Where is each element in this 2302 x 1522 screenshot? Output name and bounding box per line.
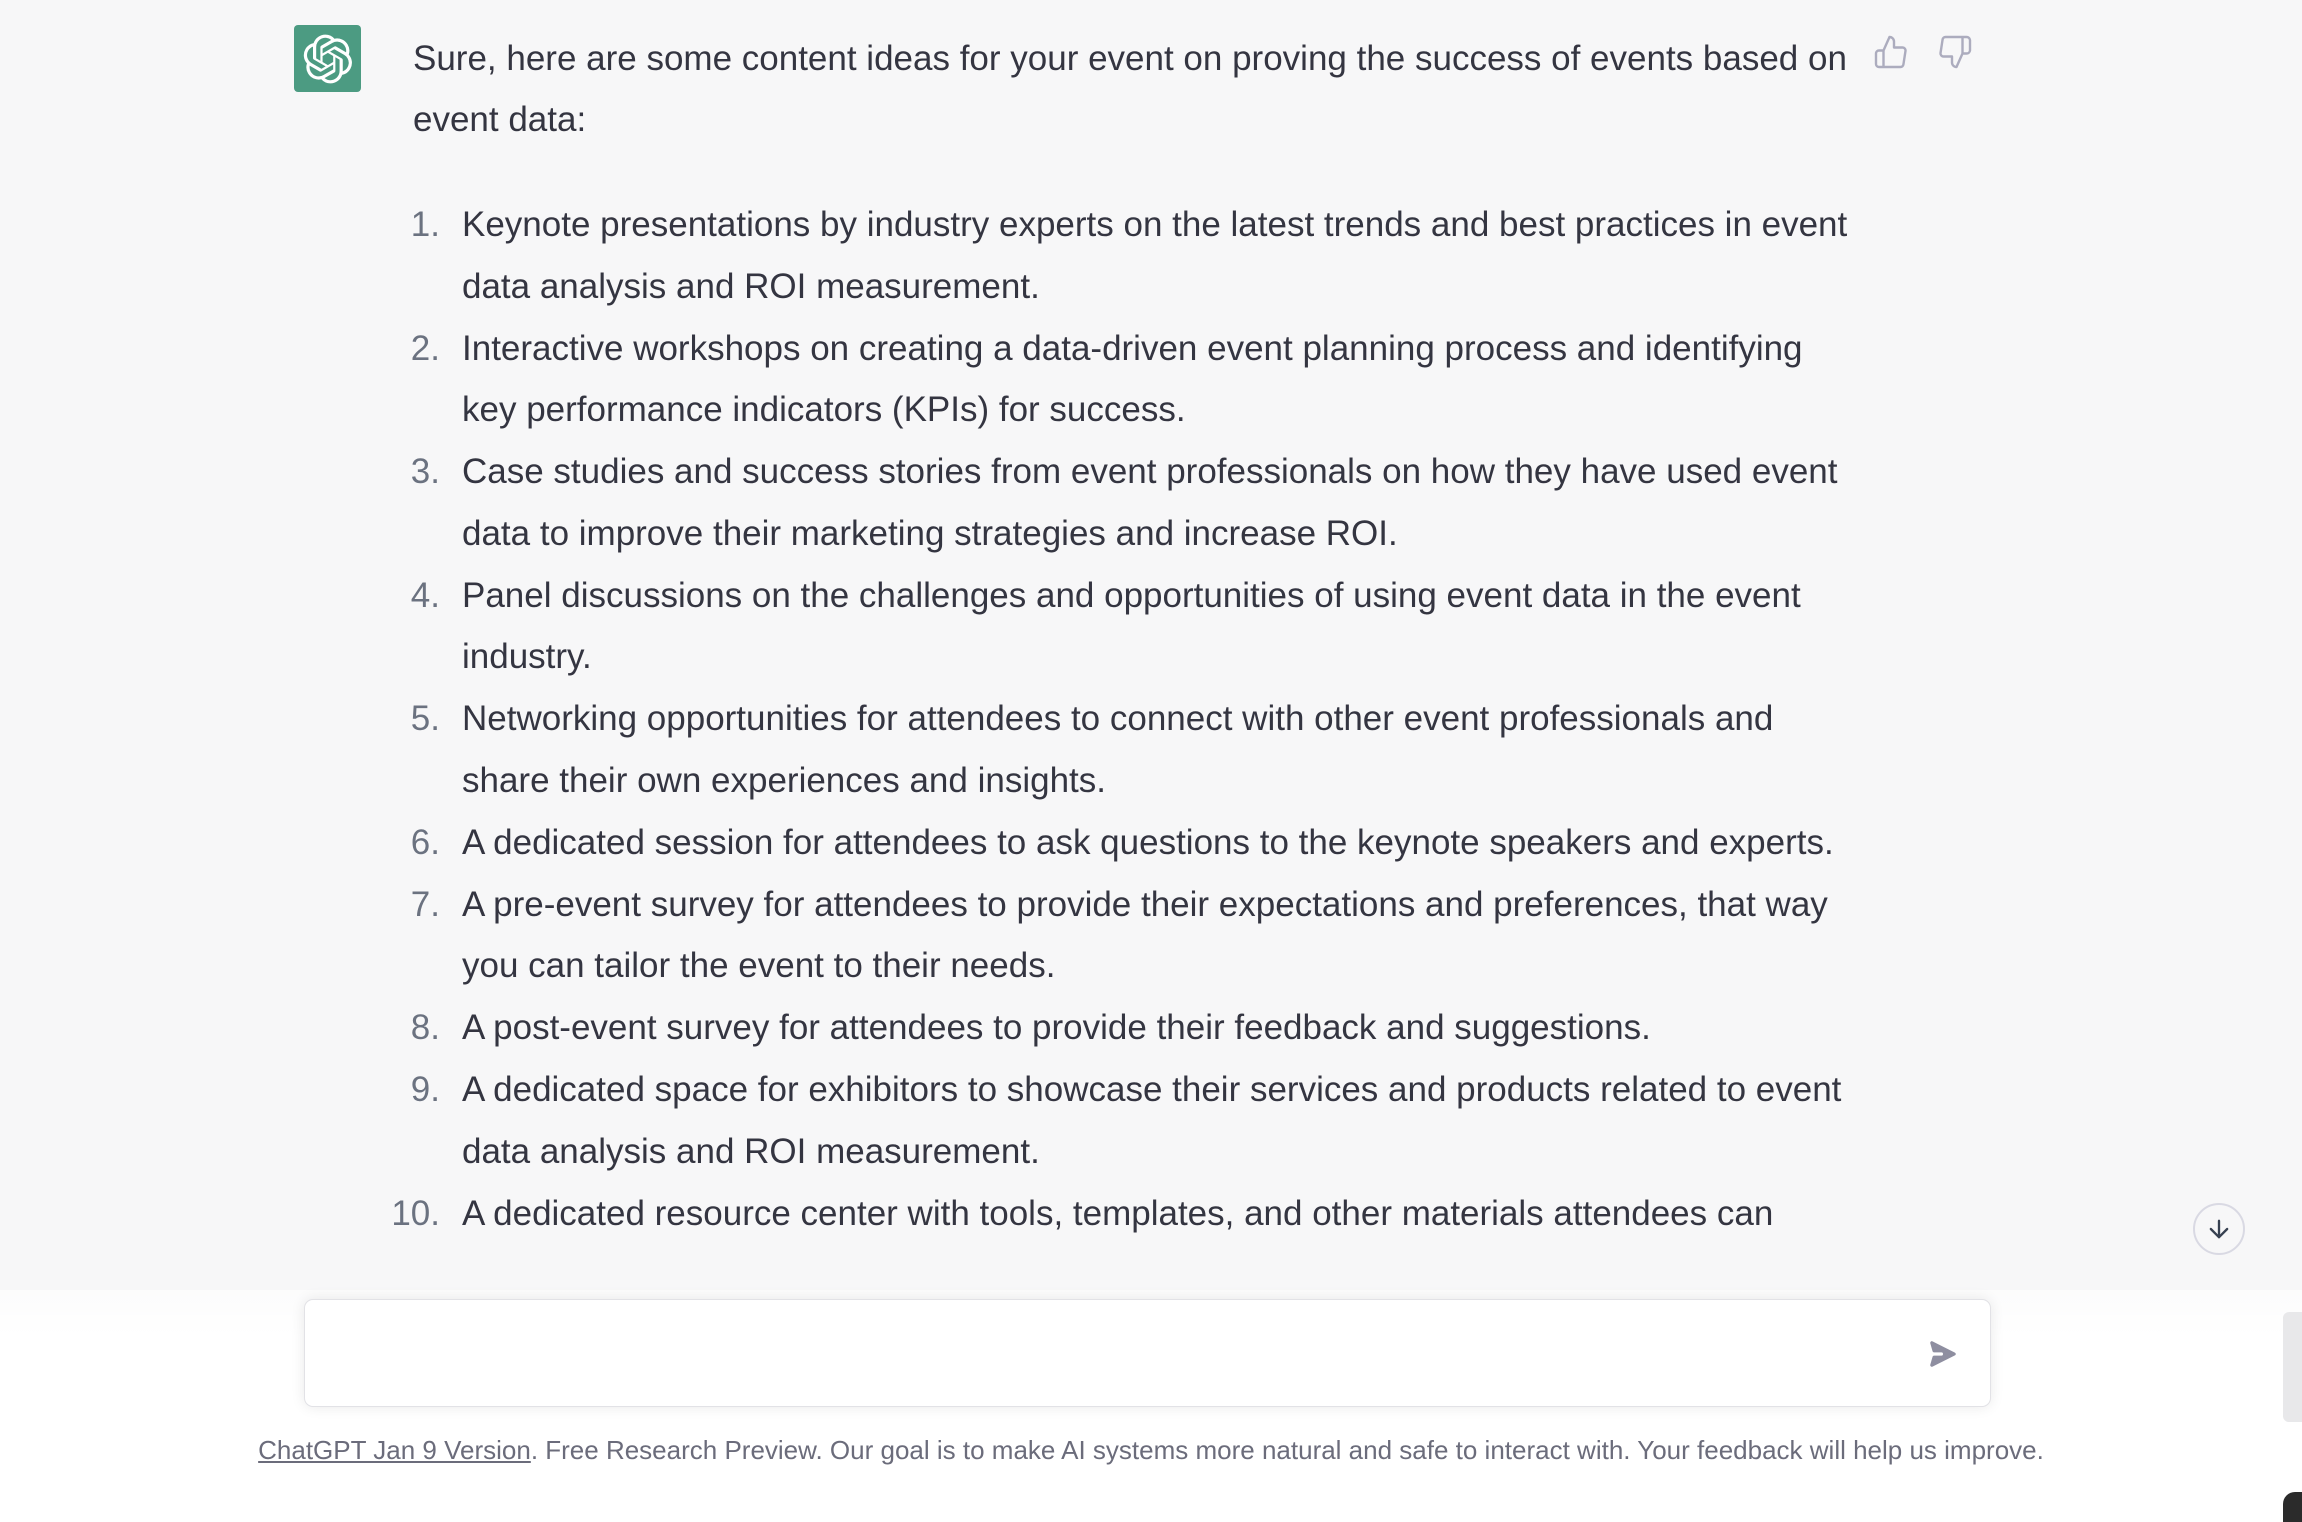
list-item [370, 874, 1870, 997]
list-item-text: A pre-event survey for attendees to provide their expectations and preferences, that way you can tailor the event to their needs. [462, 884, 1828, 985]
list-number: 10. [391, 1193, 440, 1233]
list-number: 5. [410, 699, 440, 738]
disclaimer-text: . Free Research Preview. Our goal is to make AI systems more natural and safe to interact with. Your feedback will help us improve. [530, 1435, 2044, 1465]
thumbs-up-button[interactable] [1872, 30, 1910, 74]
thumbs-up-icon [1873, 34, 1909, 70]
content-ideas-list [370, 194, 1870, 1245]
prompt-box [304, 1299, 1991, 1407]
thumbs-down-button[interactable] [1936, 30, 1974, 74]
list-item-text: Case studies and success stories from event professionals on how they have used event data to improve their marketing strategies and increase ROI. [462, 452, 1838, 553]
response-intro: Sure, here are some content ideas for your event on proving the success of events based on event data: [413, 39, 1847, 139]
scroll-to-bottom-button[interactable] [2193, 1203, 2245, 1255]
footer-disclaimer [0, 1435, 2302, 1466]
list-number: 6. [410, 822, 440, 862]
list-number: 3. [410, 452, 440, 491]
list-number: 9. [410, 1070, 440, 1109]
list-item-text: Interactive workshops on creating a data-driven event planning process and identifying key performance indicators (KPIs) for success. [462, 328, 1803, 429]
thumbs-down-icon [1937, 34, 1973, 70]
list-item [370, 565, 1870, 688]
composer-area [0, 1290, 2302, 1522]
list-number: 8. [410, 1008, 440, 1047]
send-button[interactable] [1921, 1332, 1965, 1376]
list-number: 2. [410, 328, 440, 368]
version-link[interactable]: ChatGPT Jan 9 Version [258, 1435, 531, 1465]
openai-logo-icon [303, 34, 353, 84]
prompt-input[interactable] [329, 1330, 1873, 1380]
list-number: 1. [410, 205, 440, 244]
list-item [370, 1183, 1870, 1245]
list-item [370, 194, 1870, 317]
list-item [370, 812, 1870, 874]
list-item [370, 688, 1870, 811]
list-item [370, 441, 1870, 564]
scrollbar[interactable] [2283, 1312, 2302, 1422]
list-item-text: A dedicated session for attendees to ask questions to the keynote speakers and experts. [462, 822, 1834, 862]
assistant-avatar [294, 25, 361, 92]
list-number: 4. [410, 575, 440, 615]
list-item-text: Panel discussions on the challenges and opportunities of using event data in the event industry. [462, 575, 1801, 676]
list-item-text: A dedicated resource center with tools, templates, and other materials attendees can [462, 1193, 1774, 1233]
list-item-text: Networking opportunities for attendees to connect with other event professionals and share their own experiences and insights. [462, 699, 1774, 800]
list-item-text: Keynote presentations by industry experts on the latest trends and best practices in event data analysis and ROI measurement. [462, 205, 1848, 306]
window-corner [2283, 1492, 2302, 1522]
send-icon [1927, 1338, 1959, 1370]
list-number: 7. [410, 884, 440, 924]
list-item [370, 1059, 1870, 1182]
list-item [370, 318, 1870, 441]
arrow-down-icon [2205, 1215, 2233, 1243]
list-item-text: A dedicated space for exhibitors to showcase their services and products related to event data analysis and ROI measurement. [462, 1070, 1842, 1171]
list-item-text: A post-event survey for attendees to provide their feedback and suggestions. [462, 1008, 1651, 1047]
list-item [370, 997, 1870, 1059]
feedback-controls [1872, 30, 1974, 74]
